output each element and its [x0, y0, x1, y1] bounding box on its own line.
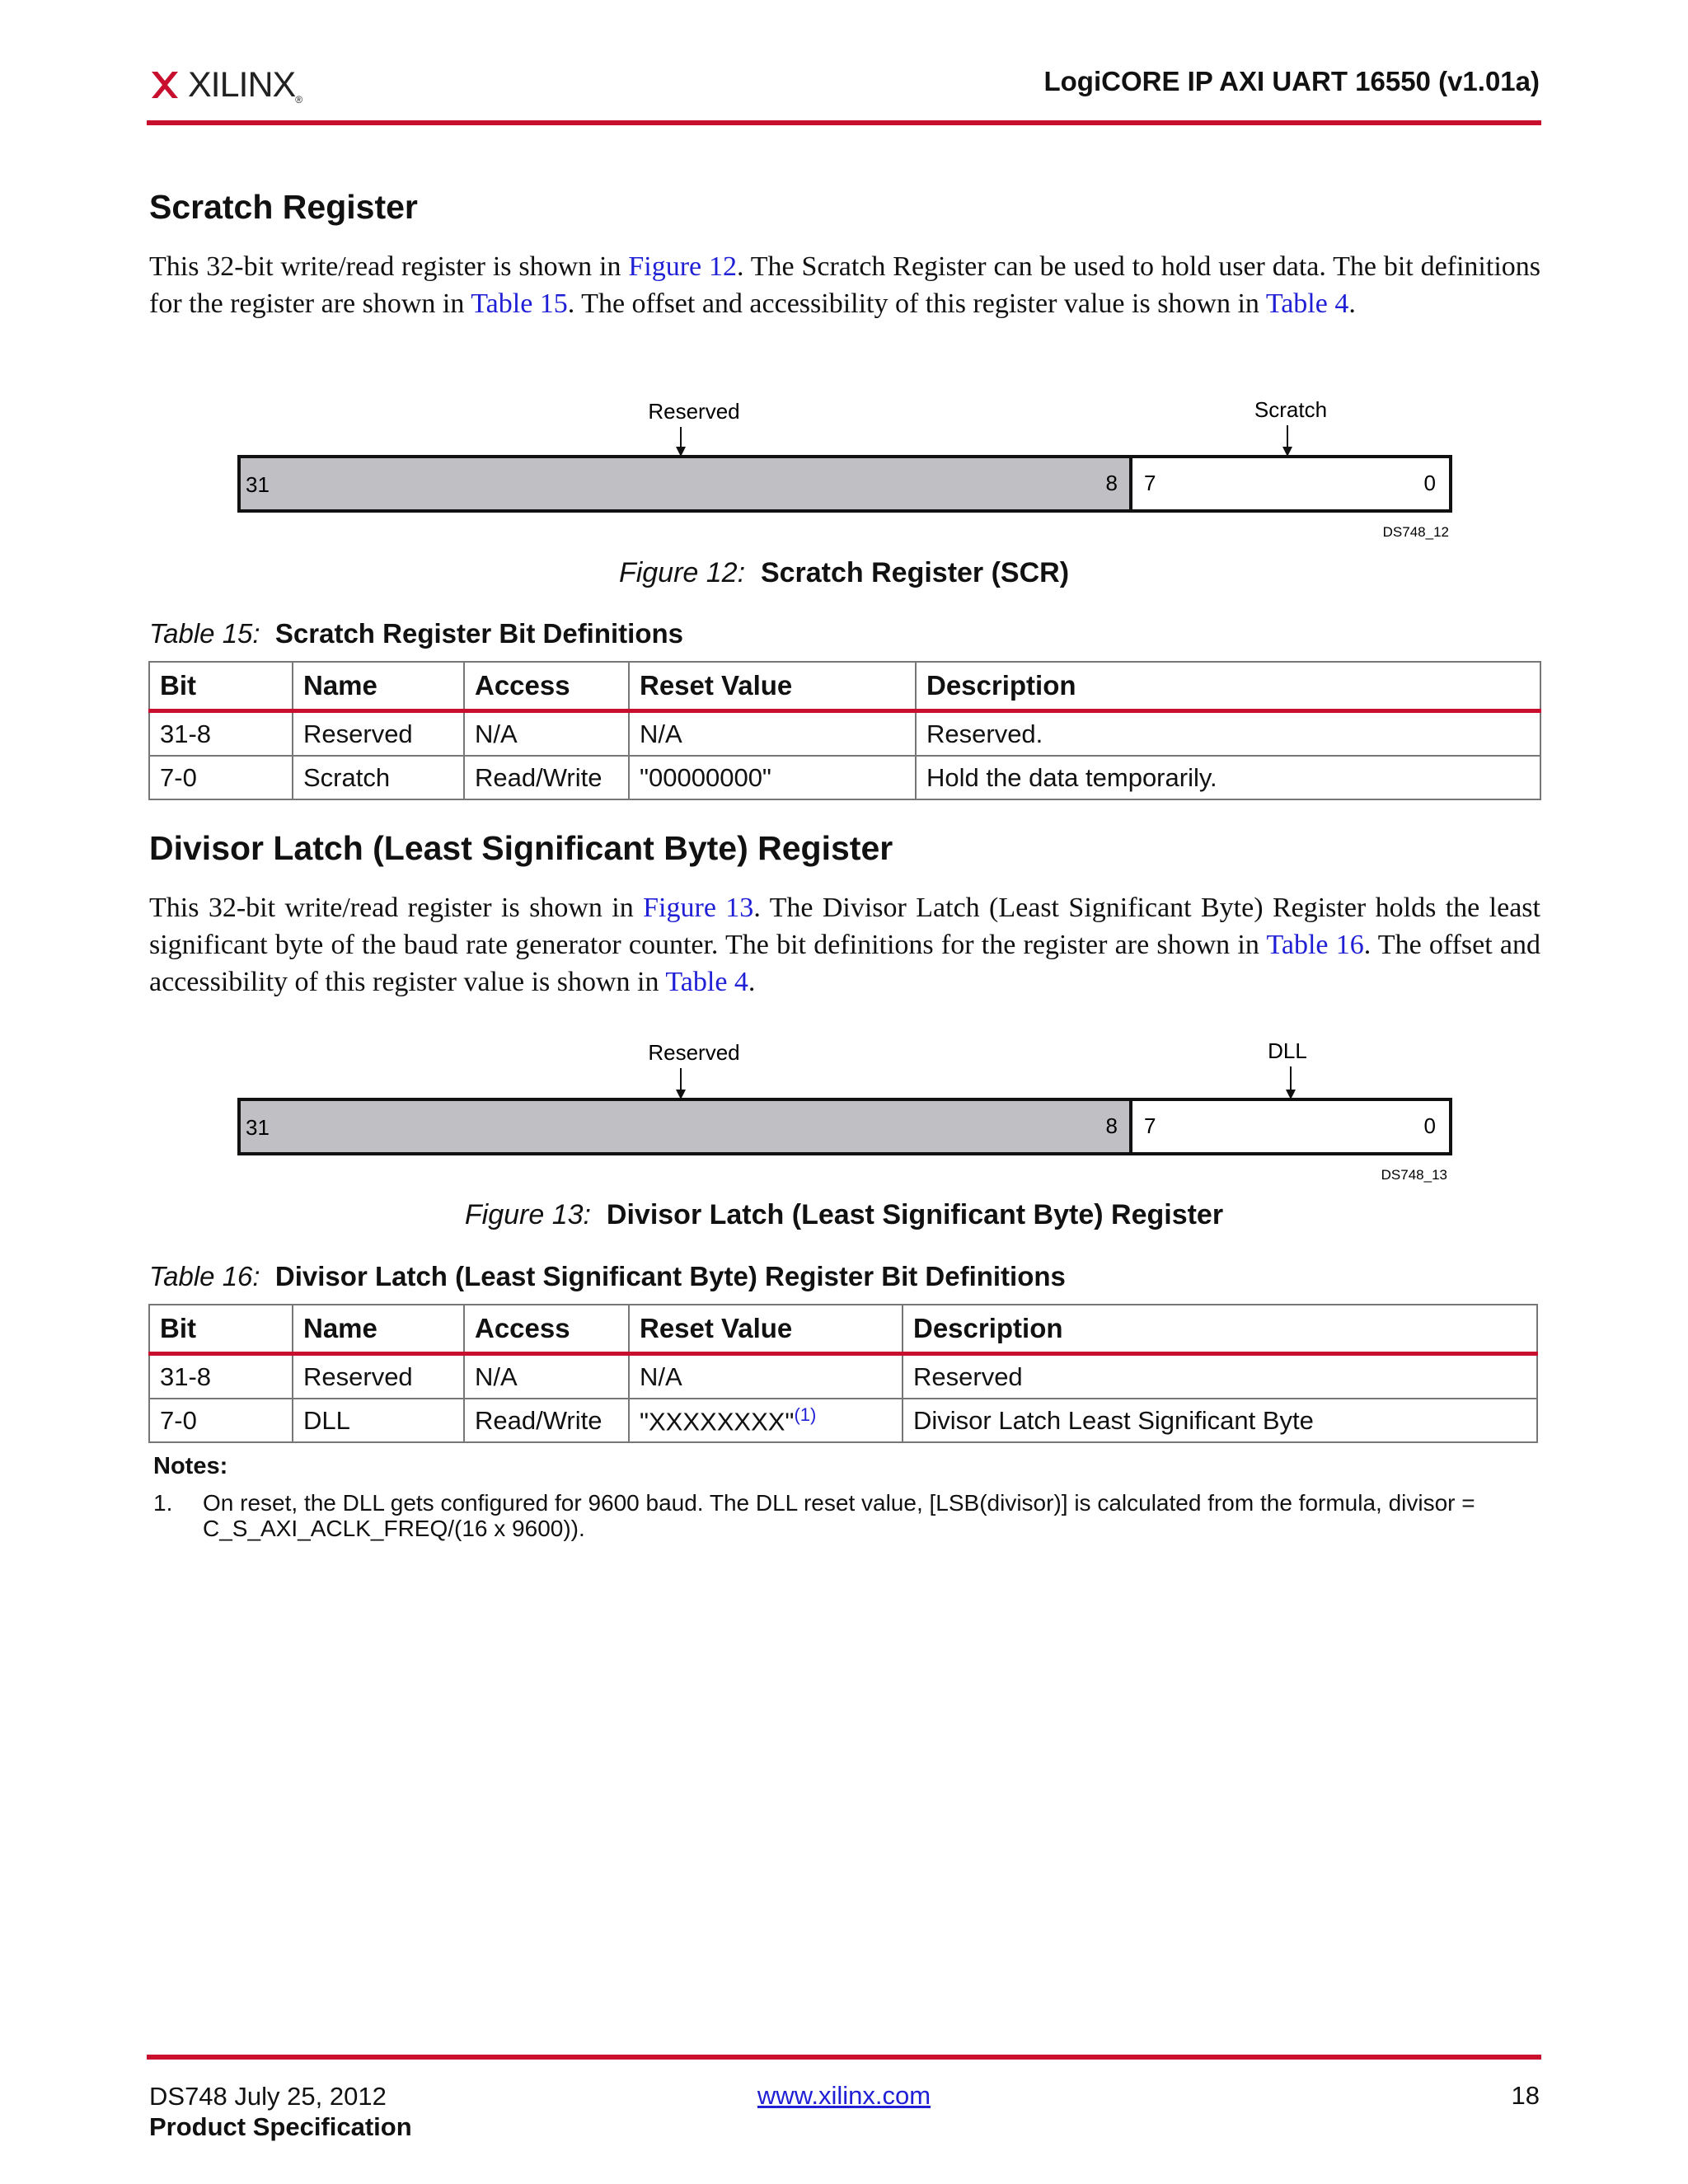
bit-label-0: 0 — [1423, 1113, 1436, 1138]
section-paragraph-scratch: This 32-bit write/read register is shown in Figure 12. The Scratch Register can be used to hold user data. The bit definitions for the register are shown in Table 15. The offset and accessibility of this register value is shown in Table 4. — [149, 251, 1540, 319]
column-header: Description — [916, 662, 1540, 711]
section-heading-scratch: Scratch Register — [149, 188, 418, 226]
table-cell: Read/Write — [464, 756, 629, 799]
table-caption-15: Table 15: Scratch Register Bit Definitions — [149, 618, 684, 649]
register-diagram-dll — [147, 1024, 1541, 1205]
link-table-4[interactable]: Table 4 — [1265, 288, 1349, 319]
link-table-15[interactable]: Table 15 — [471, 288, 568, 319]
xilinx-logo-icon — [148, 68, 181, 101]
footer-rule — [147, 2055, 1541, 2060]
column-header: Reset Value — [629, 662, 916, 711]
header-rule — [147, 120, 1541, 125]
table-cell: N/A — [464, 1354, 629, 1399]
page-number: 18 — [1511, 2081, 1540, 2110]
xilinx-logo — [148, 64, 302, 105]
column-header: Name — [293, 662, 464, 711]
logo-text: XILINX® — [188, 64, 302, 105]
column-header: Access — [464, 1305, 629, 1354]
section-heading-divisor-latch: Divisor Latch (Least Significant Byte) Register — [149, 829, 893, 867]
footnote-ref-link[interactable]: (1) — [794, 1404, 817, 1425]
table-cell: Reserved — [293, 711, 464, 757]
table-cell: 7-0 — [149, 1399, 293, 1442]
table-header-row — [149, 1305, 1537, 1354]
bit-label-31: 31 — [246, 1115, 270, 1140]
table-cell: 7-0 — [149, 756, 293, 799]
bit-label-8: 8 — [1105, 1113, 1118, 1138]
reserved-field-box — [239, 1099, 1131, 1154]
table-cell: Reserved. — [916, 711, 1540, 757]
column-header: Bit — [149, 662, 293, 711]
table-cell: Divisor Latch Least Significant Byte — [903, 1399, 1537, 1442]
table-dll-bit-definitions — [148, 1304, 1538, 1443]
table-row — [149, 756, 1540, 799]
document-title: LogiCORE IP AXI UART 16550 (v1.01a) — [1043, 66, 1540, 96]
footer-url-link[interactable]: www.xilinx.com — [757, 2081, 931, 2110]
column-header: Bit — [149, 1305, 293, 1354]
column-header: Description — [903, 1305, 1537, 1354]
bit-label-8: 8 — [1105, 471, 1118, 495]
figure-id: DS748_12 — [1382, 524, 1449, 540]
table-cell: Hold the data temporarily. — [916, 756, 1540, 799]
table-caption-16: Table 16: Divisor Latch (Least Significant Byte) Register Bit Definitions — [149, 1261, 1066, 1291]
footer-url-container — [0, 2081, 1688, 2111]
dll-field-box — [1131, 1099, 1451, 1154]
table-header-row — [149, 662, 1540, 711]
scratch-field-box — [1131, 457, 1451, 511]
table-cell: 31-8 — [149, 711, 293, 757]
notes-title: Notes: — [153, 1453, 228, 1479]
table-cell: Reserved — [293, 1354, 464, 1399]
table-scratch-bit-definitions — [148, 661, 1541, 800]
label-reserved: Reserved — [648, 399, 740, 424]
label-scratch-field: Scratch — [1254, 397, 1328, 422]
reserved-field-box — [239, 457, 1131, 511]
link-table-16[interactable]: Table 16 — [1266, 930, 1364, 960]
table-cell: N/A — [464, 711, 629, 757]
table-row — [149, 1354, 1537, 1399]
footer-doc-id-date: DS748 July 25, 2012 — [149, 2082, 387, 2111]
bit-label-0: 0 — [1423, 471, 1436, 495]
column-header: Name — [293, 1305, 464, 1354]
table-row — [149, 711, 1540, 757]
column-header: Access — [464, 662, 629, 711]
note-text: On reset, the DLL gets configured for 9600 baud. The DLL reset value, [LSB(divisor)] is calculated from the formula, divisor = C_S_AXI_ACLK_FREQ/(16 x 9600)). — [203, 1490, 1475, 1541]
bit-label-7: 7 — [1144, 471, 1156, 495]
column-header: Reset Value — [629, 1305, 903, 1354]
table-cell: Read/Write — [464, 1399, 629, 1442]
table-cell: 31-8 — [149, 1354, 293, 1399]
bit-label-7: 7 — [1144, 1113, 1156, 1138]
table-cell: Scratch — [293, 756, 464, 799]
table-cell: N/A — [629, 711, 916, 757]
link-table-4[interactable]: Table 4 — [665, 967, 748, 997]
bit-label-31: 31 — [246, 472, 270, 497]
table-cell: N/A — [629, 1354, 903, 1399]
link-figure-13[interactable]: Figure 13 — [643, 893, 754, 923]
link-figure-12[interactable]: Figure 12 — [628, 251, 737, 282]
footer-doc-type: Product Specification — [149, 2112, 412, 2141]
table-cell: DLL — [293, 1399, 464, 1442]
note-number: 1. — [153, 1490, 173, 1516]
register-diagram-scratch — [147, 381, 1541, 562]
figure-caption-12: Figure 12: Scratch Register (SCR) — [618, 557, 1070, 588]
label-dll-field: DLL — [1268, 1038, 1307, 1063]
section-paragraph-divisor-latch: This 32-bit write/read register is shown in Figure 13. The Divisor Latch (Least Significant Byte) Register holds the least significant byte of the baud rate generator counter. The bit definitions for the register are shown in Table 16. The offset and accessibility of this register value is shown in Table 4. — [149, 893, 1540, 997]
figure-id: DS748_13 — [1381, 1167, 1447, 1183]
table-cell: "XXXXXXXX"$^{(1)}$ — [629, 1399, 903, 1442]
table-row — [149, 1399, 1537, 1442]
table-cell: "00000000" — [629, 756, 916, 799]
table-cell: Reserved — [903, 1354, 1537, 1399]
figure-caption-13: Figure 13: Divisor Latch (Least Significant Byte) Register — [464, 1199, 1224, 1230]
label-reserved: Reserved — [648, 1040, 740, 1065]
